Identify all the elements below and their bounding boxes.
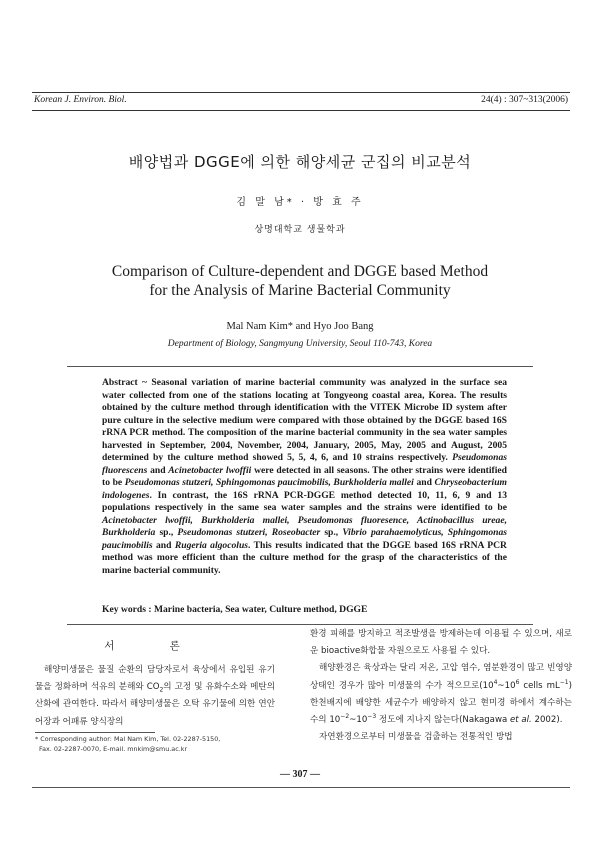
- body-text: 해양미생물은 물질 순환의 담당자로서 육상에서 유입된 유기물을 정화하며 석유의 분해와 CO: [35, 665, 275, 693]
- body-text: 2002).: [531, 715, 563, 726]
- superscript: −3: [367, 713, 377, 721]
- english-authors: Mal Nam Kim* and Hyo Joo Bang: [226, 321, 374, 332]
- section-heading-introduction: 서 론: [104, 640, 206, 652]
- body-paragraph: [310, 660, 572, 729]
- abstract-text: and: [150, 464, 166, 476]
- english-title: [0, 262, 600, 300]
- keywords: Key words : Marine bacteria, Sea water, Culture method, DGGE: [102, 604, 368, 615]
- body-text: 의 고정 및 유화수소와 메탄의 산화에 관여한다. 따라서 해양미생물은 오탁 유기물에 의한 연안 어장과 어패류 양식장의: [35, 682, 275, 727]
- footnote-line: Fax. 02-2287-0070, E-mail. mnkim@smu.ac.kr: [39, 744, 188, 753]
- body-text: ~10: [497, 680, 516, 691]
- body-text: cells mL: [519, 680, 560, 691]
- abstract: Abstract ~ Seasonal variation of marine bacterial community was analyzed in the surface sea water collected from one of the stations locating at Tongyeong coastal area, Korea. The results obtained by the culture method through identification with the VITEK Microbe ID system after pure culture in the selective medium were compared with those obtained by the DGGE based 16S rRNA PCR method. The composition of the marine bacterial community in the sea water samples harvested in September, 2004, November, 2004, January, 2005, May, 2005 and August, 2005 determined by the culture method showed 5, 5, 4, 6, and 10 strains respectively. Pseudomonas fluorescens and Acinetobacter lwoffii were detected in all seasons. The other strains were identified to be Pseudomonas stutzeri, Sphingomonas paucimobilis, Burkholderia mallei and Chryseobacterium indologenes. In contrast, the 16S rRNA PCR-DGGE method detected 10, 11, 6, 9 and 13 populations respectively in the same sea water samples and the strains were identified to be Acinetobacter lwoffii, Burkholderia mallei, Pseudomonas fluoresence, Actinobacillus ureae, Burkholderia sp., Pseudomonas stutzeri, Roseobacter sp., Vibrio parahaemolyticus, Sphingomonas paucimobilis and Rugeria algocolus. This results indicated that the DGGE based 16S rRNA PCR method was more efficient than the culture method for the grasp of the characteristics of the marine bacterial community.: [102, 377, 507, 576]
- species-name: Rugeria algocolus: [174, 539, 249, 551]
- species-name: Vibrio parahaemolyticus, Sphingomonas paucimobilis: [102, 527, 507, 551]
- abstract-text: were detected in all seasons. The other strains were identified to be: [102, 464, 507, 488]
- korean-affiliation: 상명대학교 생물학과: [254, 225, 346, 235]
- footnote-rule: [35, 732, 155, 733]
- abstract-text: and: [156, 539, 172, 551]
- abstract-text: . This results indicated that the DGGE based 16S rRNA PCR method was more efficient than the culture method for the grasp of the characteristics of the marine bacterial community.: [102, 539, 507, 576]
- korean-authors: 김 말 남* · 방 효 주: [236, 197, 364, 208]
- superscript: 4: [493, 678, 498, 686]
- footnote: [35, 735, 280, 754]
- species-name: Acinetobacter lwoffii: [168, 464, 252, 476]
- species-name: Acinetobacter lwoffii, Burkholderia mallei, Pseudomonas fluoresence, Actinobacillus ureae, Burkholderia: [102, 514, 507, 538]
- footnote-line: * Corresponding author: Mal Nam Kim, Tel. 02-2287-5150,: [35, 735, 221, 743]
- subscript: 2: [159, 686, 164, 694]
- abstract-text: . In contrast, the 16S rRNA PCR-DGGE method detected 10, 11, 6, 9 and 13 populations respectively in the same sea water samples and the strains were identified to be: [102, 489, 507, 513]
- korean-title: 배양법과 DGGE에 의한 해양세균 군집의 비교분석: [128, 153, 472, 171]
- species-name: Pseudomonas fluorescens: [102, 452, 507, 476]
- header-top-rule: [32, 92, 570, 93]
- superscript: 6: [515, 678, 520, 686]
- body-text: 정도에 지나지 않는다(Nakagawa: [376, 715, 510, 726]
- species-name: Chryseobacterium indologenes: [102, 477, 507, 501]
- english-affiliation: Department of Biology, Sangmyung University, Seoul 110-743, Korea: [167, 339, 433, 349]
- body-text: et al.: [509, 715, 532, 726]
- body-text: 해양환경은 육상과는 달리 저온, 고압 염수, 염분환경이 많고 빈영양상태인 경우가 많아 미생물의 수가 적으므로(10: [310, 663, 572, 691]
- body-text: ~10: [349, 715, 368, 726]
- abstract-bottom-rule: [67, 624, 533, 625]
- body-left-column: [35, 662, 275, 731]
- volume-info: 24(4) : 307~313(2006): [481, 95, 568, 105]
- superscript: −1: [559, 678, 569, 686]
- page-number: — 307 —: [280, 769, 320, 780]
- body-paragraph: 자연환경으로부터 미생물을 검출하는 전통적인 방법: [319, 732, 513, 743]
- english-title-line2: for the Analysis of Marine Bacterial Community: [149, 282, 451, 299]
- english-title-line1: Comparison of Culture-dependent and DGGE based Method: [111, 263, 489, 280]
- superscript: −2: [340, 713, 350, 721]
- abstract-text: sp.,: [159, 527, 174, 538]
- journal-name: Korean J. Environ. Biol.: [34, 95, 127, 105]
- header-bottom-rule: [32, 110, 570, 111]
- abstract-text: Seasonal variation of marine bacterial community was analyzed in the surface sea water collected from one of the stations locating at Tongyeong coastal area, Korea. The results obtained by the culture method through identification with the VITEK Microbe ID system after pure culture in the selective medium were compared with those obtained by the DGGE based 16S rRNA PCR method. The composition of the marine bacterial community in the sea water samples harvested in September, 2004, November, 2004, January, 2005, May, 2005 and August, 2005 determined by the culture method showed 5, 5, 4, 6, and 10 strains respectively.: [102, 377, 507, 463]
- page-bottom-rule: [32, 787, 570, 788]
- body-text: ) 한천배지에 배양한 세균수가 배양하지 않고 현미경 하에서 계수하는 수의 10: [310, 680, 572, 726]
- abstract-label: Abstract: [102, 377, 138, 388]
- abstract-top-rule: [67, 366, 533, 367]
- species-name: Pseudomonas stutzeri, Roseobacter: [177, 527, 321, 538]
- species-name: Pseudomonas stutzeri, Sphingomonas paucimobilis, Burkholderia mallei: [124, 477, 414, 488]
- abstract-text: sp.,: [324, 527, 339, 538]
- abstract-text: and: [416, 477, 432, 488]
- body-right-column: [310, 626, 572, 746]
- body-paragraph: 환경 피해를 방지하고 적조발생을 방제하는데 이용될 수 있으며, 새로운 bioactive화합물 자원으로도 사용될 수 있다.: [310, 629, 572, 657]
